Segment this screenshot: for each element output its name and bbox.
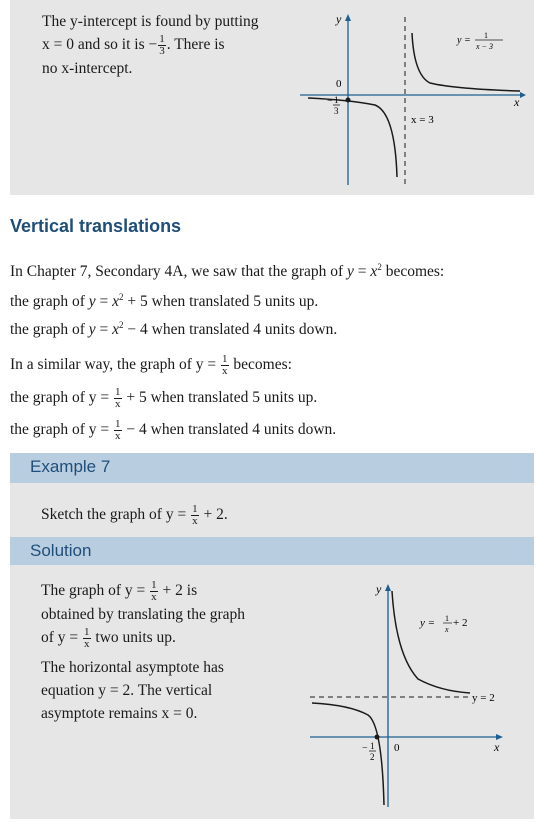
solution-line-1: The graph of y = $\frac{1}{x}$ + 2 is bbox=[41, 578, 198, 603]
example-question: Sketch the graph of y = $\frac{1}{x}$ + 2. bbox=[41, 502, 228, 527]
y-intercept-point bbox=[346, 98, 351, 103]
top-line-2: x = 0 and so it is − $\frac{1}{3}$ . There is bbox=[42, 32, 225, 57]
curve-label: y = bbox=[457, 35, 471, 46]
vt-paragraph-2: the graph of $y = x^2 + 5$ when translated 5 units up. bbox=[10, 292, 319, 311]
y-axis-arrow bbox=[345, 14, 351, 21]
example-title-bar bbox=[10, 453, 534, 483]
intercept-minus: − bbox=[327, 96, 333, 107]
curve-label-denominator: x bbox=[445, 625, 449, 634]
y-axis-label: y bbox=[376, 582, 382, 596]
fraction: $\frac{1}{x}$ bbox=[115, 385, 121, 410]
solution-text bbox=[41, 579, 245, 725]
intercept-denominator: 2 bbox=[370, 752, 375, 762]
vt-paragraph-3: the graph of $y = x^2 - 4$ when translated 4 units down. bbox=[10, 320, 338, 339]
example-title: Example 7 bbox=[30, 457, 111, 476]
section-heading: Vertical translations bbox=[10, 216, 182, 236]
asymptote-label: y = 2 bbox=[472, 692, 495, 704]
fraction: $\frac{1}{3}$ bbox=[159, 32, 165, 57]
curve-label-numerator: 1 bbox=[484, 31, 488, 40]
x-axis-label: x bbox=[494, 740, 500, 754]
curve-label-suffix: + 2 bbox=[453, 617, 468, 629]
y-axis-label: y bbox=[336, 12, 342, 26]
top-line-1: The y-intercept is found by putting bbox=[42, 13, 259, 30]
top-panel bbox=[10, 0, 534, 195]
curve-label: y = bbox=[420, 617, 436, 629]
solution-line-5: equation y = 2. The vertical bbox=[41, 681, 213, 699]
curve-left-branch bbox=[308, 98, 397, 177]
top-text bbox=[42, 10, 259, 80]
solution-line-3: of y = $\frac{1}{x}$ two units up. bbox=[41, 625, 176, 650]
fraction: $\frac{1}{x}$ bbox=[115, 417, 121, 442]
intercept-denominator: 3 bbox=[334, 106, 339, 116]
intercept-minus: − bbox=[362, 743, 368, 754]
vt-paragraph-1: In Chapter 7, Secondary 4A, we saw that the graph of $y = x^2$ becomes: bbox=[10, 262, 445, 281]
vt-paragraph-4: In a similar way, the graph of y = $\frac{1}{x}$ becomes: bbox=[10, 352, 292, 377]
fraction: $\frac{1}{x}$ bbox=[84, 625, 90, 650]
x-axis-arrow bbox=[520, 92, 526, 98]
solution-title-bar bbox=[10, 537, 534, 565]
top-line-3: no x-intercept. bbox=[42, 59, 133, 77]
asymptote-label: x = 3 bbox=[411, 114, 434, 126]
intercept-numerator: 1 bbox=[334, 95, 339, 105]
origin-label: 0 bbox=[394, 742, 400, 754]
vt-paragraph-5: the graph of y = $\frac{1}{x}$ + 5 when translated 5 units up. bbox=[10, 385, 318, 410]
intercept-numerator: 1 bbox=[370, 741, 375, 751]
curve-right-branch bbox=[392, 591, 470, 693]
solution-line-6: asymptote remains x = 0. bbox=[41, 704, 198, 722]
fraction: $\frac{1}{x}$ bbox=[222, 352, 228, 377]
solution-line-2: obtained by translating the graph bbox=[41, 605, 246, 623]
solution-line-4: The horizontal asymptote has bbox=[41, 658, 224, 676]
y-axis-arrow bbox=[385, 584, 391, 591]
x-intercept-point bbox=[375, 735, 380, 740]
fraction: $\frac{1}{x}$ bbox=[151, 578, 157, 603]
graph-1-over-x-minus-3 bbox=[280, 5, 534, 190]
curve-label-numerator: 1 bbox=[445, 614, 449, 623]
origin-label: 0 bbox=[336, 78, 342, 90]
solution-title: Solution bbox=[30, 541, 92, 560]
vt-paragraph-6: the graph of y = $\frac{1}{x}$ − 4 when translated 4 units down. bbox=[10, 417, 337, 442]
curve-label-denominator: x − 3 bbox=[476, 42, 493, 51]
x-axis-label: x bbox=[514, 95, 520, 109]
fraction: $\frac{1}{x}$ bbox=[192, 502, 198, 527]
graph-1-over-x-plus-2 bbox=[300, 575, 520, 815]
